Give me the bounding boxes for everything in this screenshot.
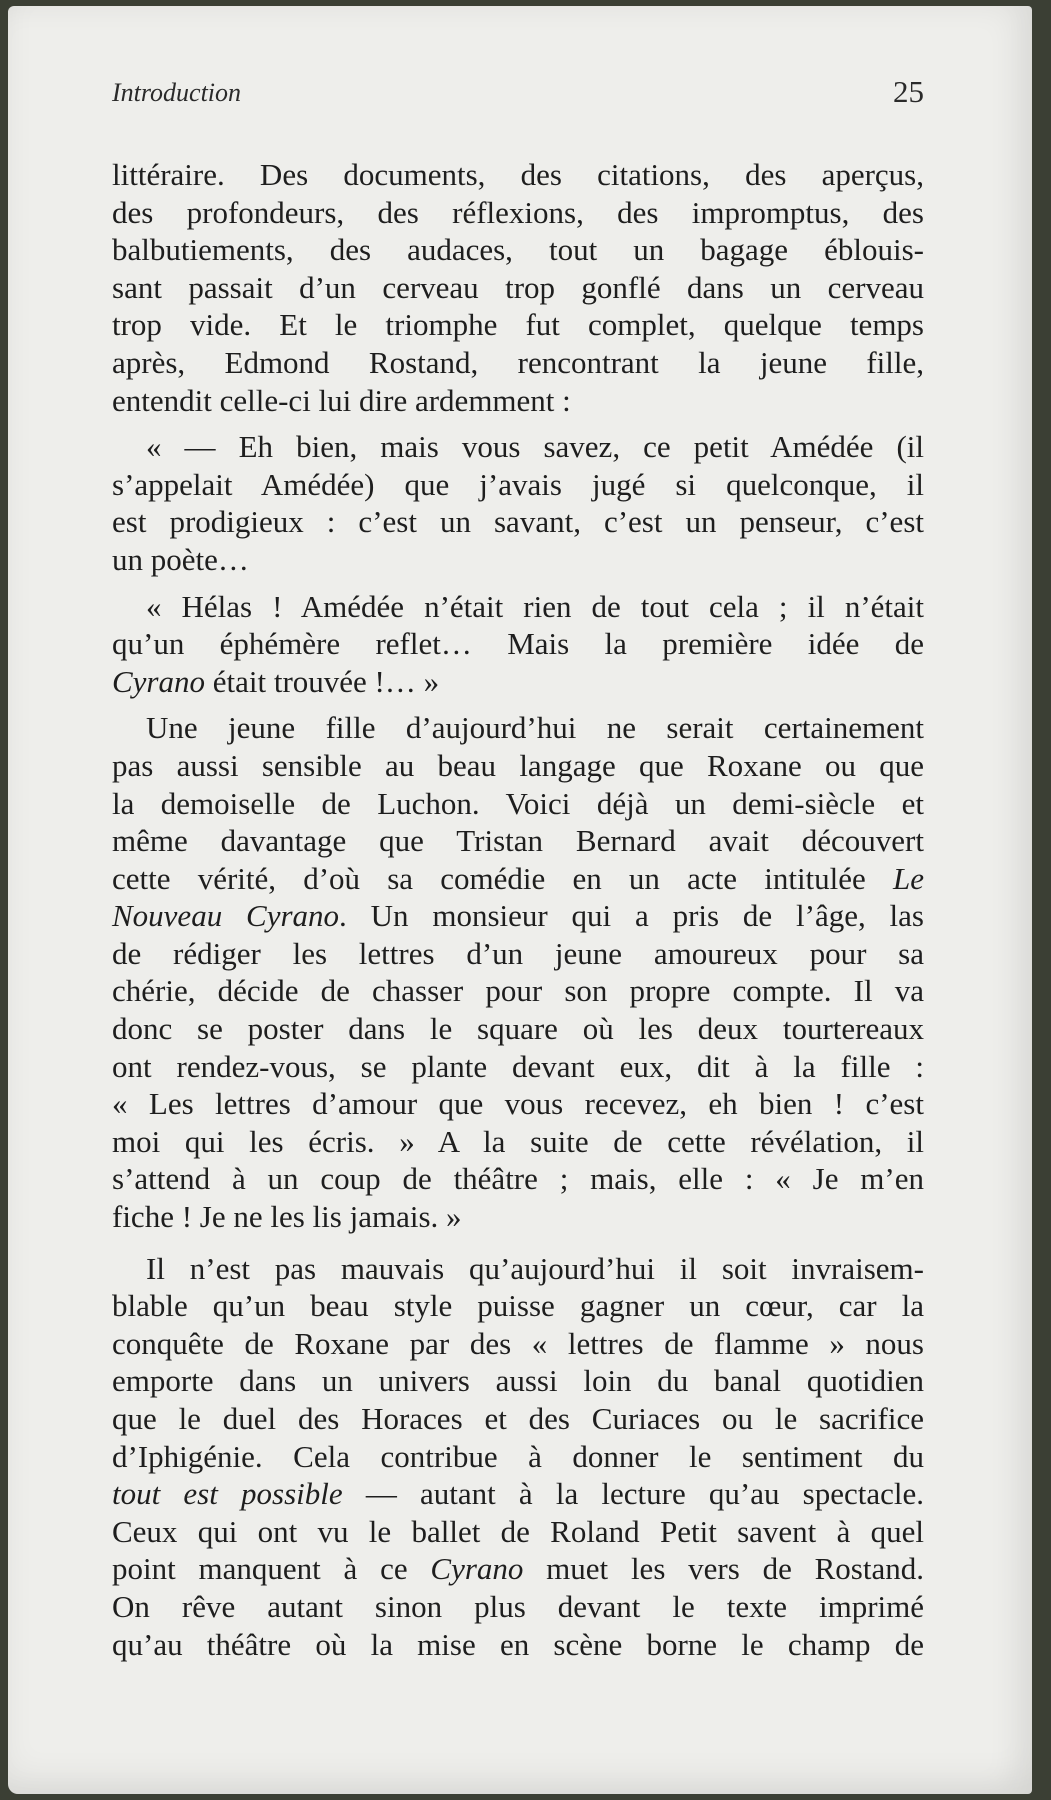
text-line: s’appelait Amédée) que j’avais jugé si quelconque, il [112, 466, 924, 502]
text-line: de rédiger les lettres d’un jeune amoureux pour sa [112, 935, 924, 971]
text-line: Une jeune fille d’aujourd’hui ne serait certainement [146, 710, 924, 746]
text-line [112, 860, 924, 898]
text-line: après, Edmond Rostand, rencontrant la jeune fille, [112, 344, 924, 380]
text-line: « — Eh bien, mais vous savez, ce petit Amédée (il [146, 429, 924, 465]
text-line [112, 897, 924, 935]
text-line: littéraire. Des documents, des citations, des aperçus, [112, 157, 924, 192]
text-line: sant passait d’un cerveau trop gonflé dans un cerveau [112, 269, 924, 305]
text-line: des profondeurs, des réflexions, des impromptus, des [112, 194, 924, 230]
text-line: d’Iphigénie. Cela contribue à donner le sentiment du [112, 1438, 924, 1474]
text-line [112, 663, 924, 701]
italic-title: Cyrano [112, 663, 205, 699]
text-line: qu’au théâtre où la mise en scène borne le champ de [112, 1626, 924, 1662]
italic-phrase: tout est possible [112, 1476, 343, 1512]
running-title: Introduction [112, 78, 242, 107]
text-line: que le duel des Horaces et des Curiaces ou le sacrifice [112, 1401, 924, 1436]
text-line: trop vide. Et le triomphe fut complet, quelque temps [112, 307, 924, 343]
book-page [8, 6, 1032, 1794]
text-line [112, 1475, 924, 1513]
text-line: « Les lettres d’amour que vous recevez, eh bien ! c’est [112, 1086, 924, 1122]
text-line: On rêve autant sinon plus devant le texte imprimé [112, 1588, 924, 1624]
paragraph-2 [112, 428, 924, 578]
text-line: entendit celle-ci lui dire ardemment : [112, 382, 571, 418]
italic-title: Cyrano [430, 1551, 524, 1587]
paragraph-1 [112, 156, 924, 419]
page-header [112, 74, 924, 114]
text-line: est prodigieux : c’est un savant, c’est un penseur, c’est [112, 504, 924, 540]
text-line [112, 1550, 924, 1588]
text-line: balbutiements, des audaces, tout un bagage éblouis- [112, 232, 924, 268]
body-text [112, 156, 924, 1663]
text-line: blable qu’un beau style puisse gagner un cœur, car la [112, 1288, 924, 1324]
text-run: cette vérité, d’où sa comédie en un acte intitulée [112, 860, 866, 896]
text-line: Ceux qui ont vu le ballet de Roland Petit savent à quel [112, 1513, 924, 1549]
text-run: était trouvée !… » [205, 663, 440, 699]
text-line: chérie, décide de chasser pour son propre compte. Il va [112, 973, 924, 1009]
text-run: — autant à la lecture qu’au spectacle. [342, 1476, 925, 1512]
text-line: emporte dans un univers aussi loin du banal quotidien [112, 1363, 924, 1399]
text-line: fiche ! Je ne les lis jamais. » [112, 1199, 462, 1235]
page-number: 25 [893, 74, 924, 109]
text-line: moi qui les écris. » A la suite de cette révélation, il [112, 1123, 924, 1159]
italic-title: Le [893, 860, 925, 896]
text-line: Il n’est pas mauvais qu’aujourd’hui il soit invraisem- [146, 1250, 924, 1286]
text-line: conquête de Roxane par des « lettres de flamme » nous [112, 1325, 924, 1361]
text-run: point manquent à ce [112, 1551, 431, 1587]
text-line: ont rendez-vous, se plante devant eux, dit à la fille : [112, 1048, 924, 1084]
text-line: un poète… [112, 541, 249, 577]
text-line: la demoiselle de Luchon. Voici déjà un demi-siècle et [112, 785, 924, 821]
paragraph-5 [112, 1250, 924, 1664]
text-line: qu’un éphémère reflet… Mais la première idée de [112, 626, 924, 662]
italic-title: Nouveau Cyrano [112, 898, 340, 934]
paragraph-4 [112, 709, 924, 1235]
text-line: « Hélas ! Amédée n’était rien de tout cela ; il n’était [146, 588, 924, 624]
paragraph-3 [112, 588, 924, 701]
text-line: s’attend à un coup de théâtre ; mais, elle : « Je m’en [112, 1161, 924, 1197]
text-run: muet les vers de Rostand. [523, 1551, 924, 1587]
text-run: . Un monsieur qui a pris de l’âge, las [339, 898, 924, 934]
text-line: donc se poster dans le square où les deux tourtereaux [112, 1011, 924, 1047]
text-line: même davantage que Tristan Bernard avait découvert [112, 823, 924, 859]
text-line: pas aussi sensible au beau langage que Roxane ou que [112, 747, 924, 783]
